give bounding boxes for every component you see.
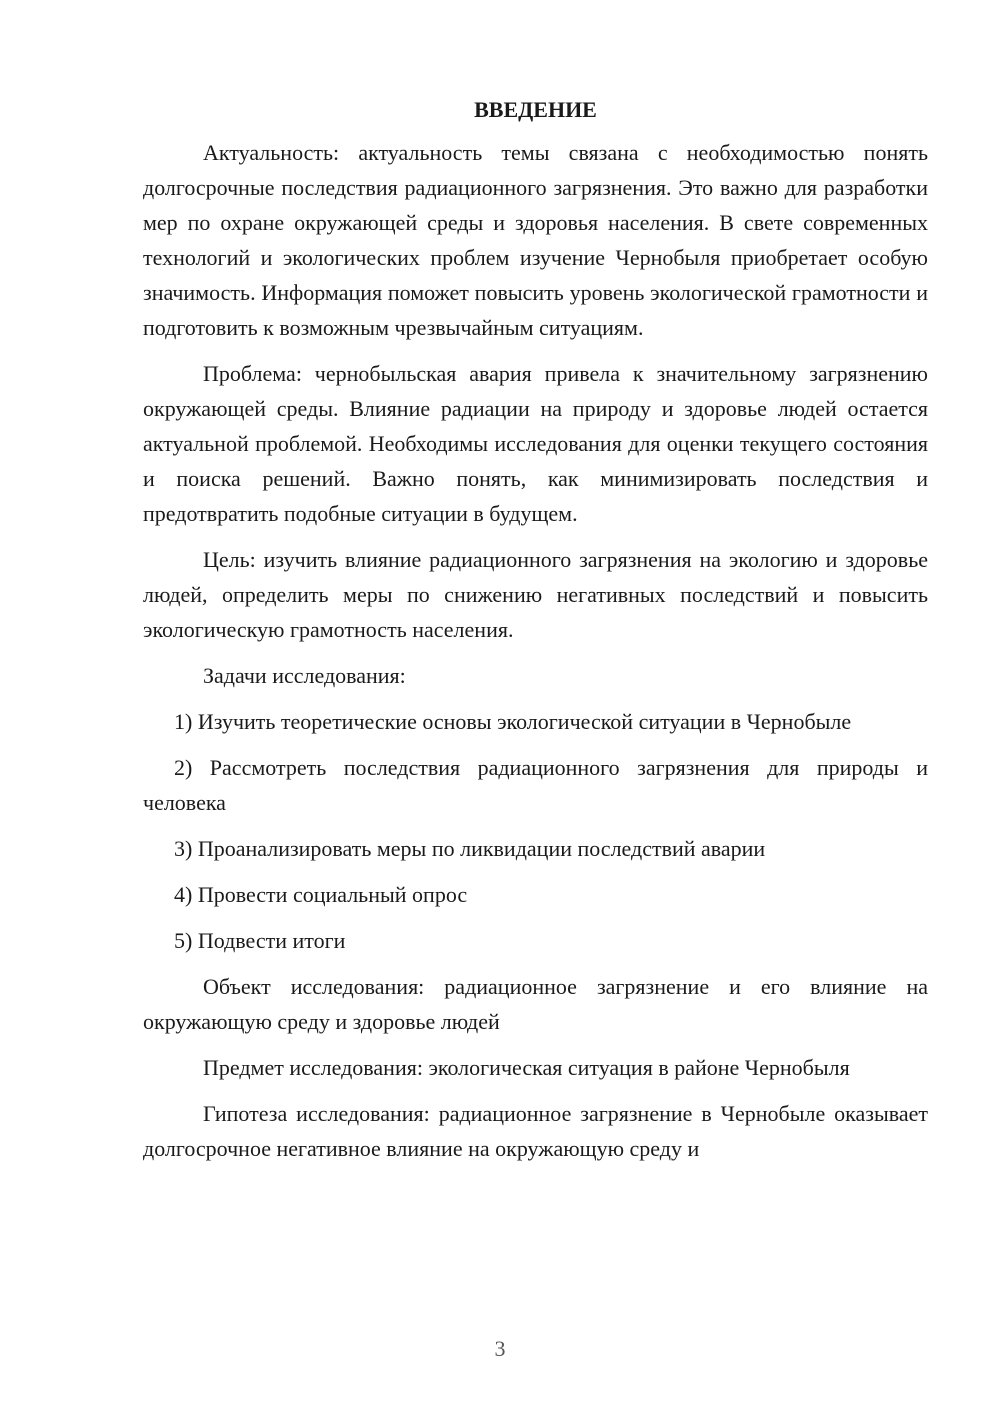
- subject-paragraph: Предмет исследования: экологическая ситуация в районе Чернобыля: [203, 1055, 850, 1080]
- object-paragraph: Объект исследования: радиационное загрязнение и его влияние на окружающую среду и здоровье людей: [143, 974, 928, 1034]
- tasks-heading: Задачи исследования:: [203, 663, 406, 688]
- page-number: 3: [494, 1336, 506, 1361]
- relevance-paragraph: Актуальность: актуальность темы связана с необходимостью понять долгосрочные последствия радиационного загрязнения. Это важно для разработки мер по охране окружающей среды и здоровья населения. В свете современных технологий и экологических проблем изучение Чернобыля приобретает особую значимость. Информация поможет повысить уровень экологической грамотности и подготовить к возможным чрезвычайным ситуациям.: [143, 140, 928, 340]
- problem-paragraph: Проблема: чернобыльская авария привела к значительному загрязнению окружающей среды. Влияние радиации на природу и здоровье людей остается актуальной проблемой. Необходимы исследования для оценки текущего состояния и поиска решений. Важно понять, как минимизировать последствия и предотвратить подобные ситуации в будущем.: [143, 361, 928, 526]
- task-item-4: 4) Провести социальный опрос: [174, 882, 468, 907]
- task-item-1: 1) Изучить теоретические основы экологической ситуации в Чернобыле: [174, 709, 852, 734]
- task-item-5: 5) Подвести итоги: [174, 928, 346, 953]
- hypothesis-paragraph: Гипотеза исследования: радиационное загрязнение в Чернобыле оказывает долгосрочное негативное влияние на окружающую среду и: [143, 1101, 928, 1161]
- task-item-3: 3) Проанализировать меры по ликвидации последствий аварии: [174, 836, 766, 861]
- section-title: ВВЕДЕНИЕ: [474, 97, 597, 122]
- document-page: [143, 95, 928, 1177]
- goal-paragraph: Цель: изучить влияние радиационного загрязнения на экологию и здоровье людей, определить меры по снижению негативных последствий и повысить экологическую грамотность населения.: [143, 547, 928, 642]
- task-item-2: 2) Рассмотреть последствия радиационного загрязнения для природы и человека: [143, 755, 928, 815]
